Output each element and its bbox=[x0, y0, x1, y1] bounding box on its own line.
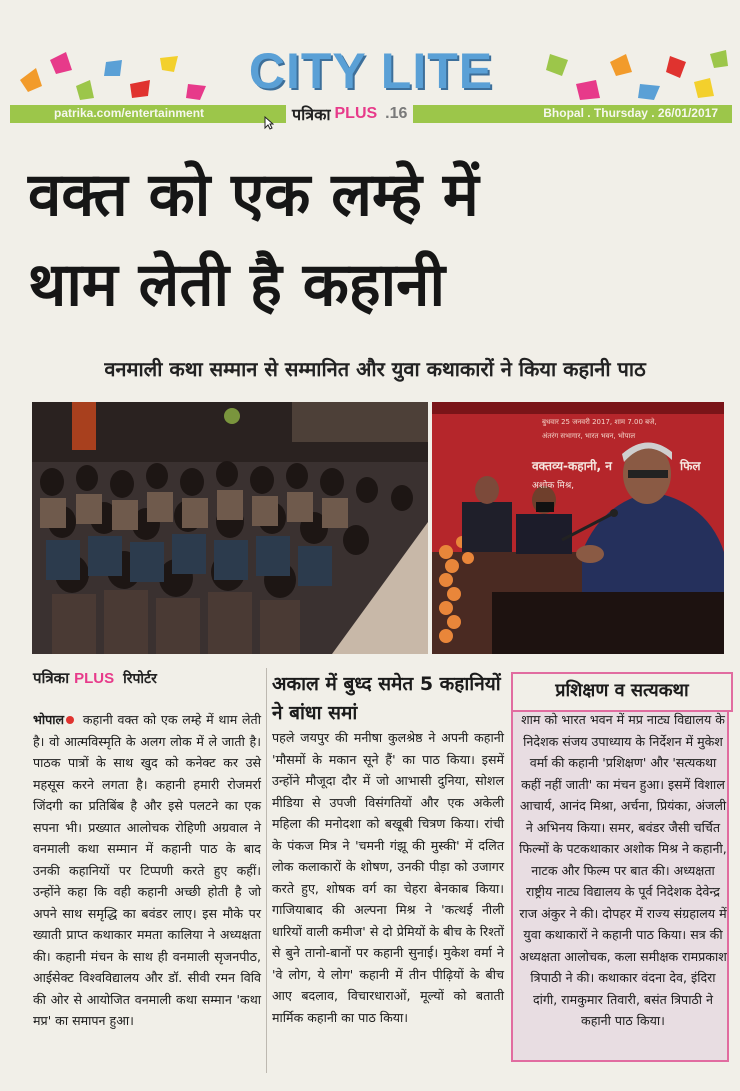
column-3-body: शाम को भारत भवन में मप्र नाट्य विद्यालय के निदेशक संजय उपाध्याय के निर्देशन में मुकेश वर्मा की कहानी 'प्रशिक्षण' और 'सत्यकथा कहीं नहीं जाती' का मंचन हुआ। इसमें विशाल आचार्य, आनंद मिश्रा, अर्चना, प्रियंका, अंजली ने अभिनय किया। समर, बवंडर जैसी चर्चित फिल्मों के पटकथाकार अशोक मिश्र ने कहानी, नाटक और फिल्म पर बात की। अध्यक्षता राष्ट्रीय नाट्य विद्यालय के पूर्व निदेशक देवेन्द्र राज अंकुर ने की। दोपहर में राज्य संग्रहालय में युवा कथाकारों ने कहानी पाठ किया। सत्र की अध्यक्षता आलोचक, कला समीक्षक रामप्रकाश त्रिपाठी ने की। कथाकार वंदना देव, इंदिरा दांगी, रामकुमार तिवारी, बसंत त्रिपाठी ने कहानी पाठ किया। bbox=[519, 712, 727, 1028]
reporter-label: रिपोर्टर bbox=[123, 670, 157, 687]
column-2-heading: अकाल में बुध्द समेत 5 कहानियों ने बांधा समां bbox=[272, 673, 501, 724]
masthead-title: CITY LITE bbox=[248, 43, 494, 99]
column-1-text: कहानी वक्त को एक लम्हे में थाम लेती है। वो आत्मविस्मृति के अलग लोक में ले जाती है। पाठक पात्रों के साथ खुद को कनेक्ट कर उसे महसूस करने लगता है। कहानी हमारी रोजमर्रा जिंदगी का प्रतिबिंब है और इसे पलटने का एक सपना भी। प्रख्यात आलोचक रोहिणी अग्रवाल ने वनमाली कथा सम्मान में कहानी पाठ के बाद उनकी कहानियों पर टिप्पणी करते हुए कहीं। उन्होंने कहा कि वही कहानी अच्छी होती है जो अपने साथ समृद्धि का बवंडर लाए। इस मौके पर ख्याती प्राप्त कथाकार ममता कालिया ने अध्यक्षता की। कहानी मंचन के साथ ही वनमाली सृजनपीठ, आईसेक्ट विश्वविद्यालय और डॉ. सीवी रमन विवि की ओर से आयोजित वनमाली कथा सम्मान 'कथा मप्र' का समापन हुआ। bbox=[33, 712, 261, 1028]
speaker-photo bbox=[432, 402, 724, 654]
headline bbox=[28, 150, 718, 330]
headline-line-1: वक्त को एक लम्हे में bbox=[28, 160, 479, 230]
banner-text-1: बुधवार 25 जनवरी 2017, शाम 7.00 बजे, bbox=[542, 418, 657, 426]
audience-photo bbox=[32, 402, 428, 654]
banner-text-2: अंतरंग सभागार, भारत भवन, भोपाल bbox=[542, 432, 636, 440]
audience-photo-art bbox=[32, 402, 428, 654]
banner-text-4: फिल bbox=[680, 459, 701, 473]
brand-logo bbox=[286, 102, 413, 126]
brand-plus: PLUS bbox=[334, 105, 378, 122]
masthead bbox=[10, 40, 732, 106]
column-2-body: पहले जयपुर की मनीषा कुलश्रेष्ठ ने अपनी कहानी 'मौसमों के मकान सूने हैं' का पाठ किया। इसमें उन्होंने मौजूदा दौर में जो आभासी दुनिया, सोशल मीडिया से उपजी विसंगतियों और एक अकेली महिला की मनोदशा को बखूबी चित्रण किया। रांची के पंकज मित्र ने 'चमनी गंझू की मुस्की' में दलित लोक कलाकारों के शोषण, उनकी पीड़ा को उजागर करते हुए, शोषक वर्ग का चेहरा बेनकाब किया। गाजियाबाद की अल्पना मिश्र ने 'कत्थई नीली धारियों वाली कमीज' से दो प्रेमियों के बीच के रिश्तों से बुने तानो-बानों पर कहानी सुनाई। मुकेश वर्मा ने 'वे लोग, ये लोग' कहानी में तीन पीढ़ियों के बीच आए बदलाव, विचारधाराओं, मूल्यों को बताती मार्मिक कहानी का पाठ किया। bbox=[272, 730, 504, 1025]
reporter-patrika: पत्रिका bbox=[33, 669, 70, 687]
page-number: .16 bbox=[385, 105, 408, 122]
info-bar bbox=[10, 105, 732, 123]
reporter-credit bbox=[33, 668, 157, 688]
banner-text-3: वक्तव्य-कहानी, न bbox=[532, 459, 612, 473]
column-divider bbox=[266, 668, 267, 1073]
red-dot-icon bbox=[66, 716, 74, 724]
brand-patrika: पत्रिका bbox=[292, 105, 331, 124]
column-1-body bbox=[33, 709, 261, 1032]
headline-line-2: थाम लेती है कहानी bbox=[28, 250, 446, 320]
website-url: patrika.com/entertainment bbox=[54, 106, 205, 120]
column-3-heading: प्रशिक्षण व सत्यकथा bbox=[511, 672, 733, 712]
mouse-pointer-icon bbox=[264, 116, 274, 130]
speaker-photo-art bbox=[432, 402, 724, 654]
banner-text-5: अशोक मिश्र, bbox=[532, 481, 575, 491]
subheadline: वनमाली कथा सम्मान से सम्मानित और युवा कथाकारों ने किया कहानी पाठ bbox=[104, 357, 646, 381]
dateline: Bhopal . Thursday . 26/01/2017 bbox=[543, 106, 718, 120]
reporter-plus: PLUS bbox=[74, 669, 115, 687]
city-dateline: भोपाल bbox=[33, 712, 65, 727]
